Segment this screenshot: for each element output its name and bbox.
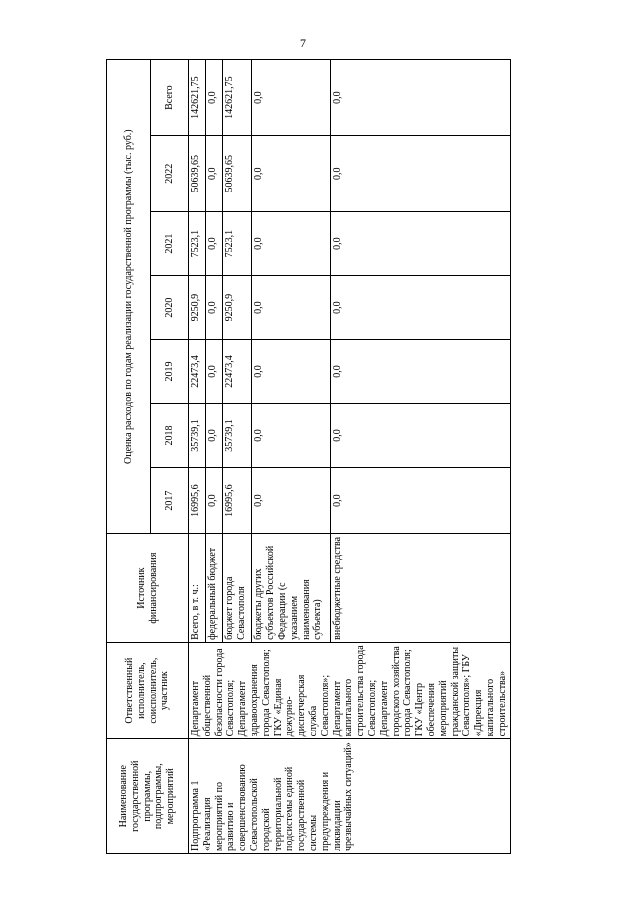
source-cell: бюджеты других субъектов Российской Федерации (с указанием наименования субъекта)	[252, 534, 330, 643]
value-cell: 7523,1	[189, 212, 206, 276]
value-cell: 0,0	[330, 212, 510, 276]
value-cell: 0,0	[330, 404, 510, 468]
rotated-table-wrapper	[106, 59, 511, 854]
value-cell: 50639,65	[189, 136, 206, 212]
value-cell: 0,0	[252, 136, 330, 212]
year-header: 2022	[151, 136, 189, 212]
total-header: Всего	[151, 60, 189, 136]
year-header: 2019	[151, 340, 189, 404]
page-number: 7	[300, 36, 306, 50]
value-cell: 0,0	[252, 276, 330, 340]
source-cell: федеральный бюджет	[205, 534, 222, 643]
value-cell: 0,0	[205, 340, 222, 404]
value-cell: 0,0	[205, 276, 222, 340]
header-source: Источник финансирования	[107, 534, 189, 643]
value-cell: 0,0	[205, 136, 222, 212]
value-cell: 16995,6	[189, 467, 206, 533]
value-cell: 35739,1	[189, 404, 206, 468]
value-cell: 50639,65	[222, 136, 252, 212]
year-header: 2017	[151, 467, 189, 533]
value-cell: 142621,75	[189, 60, 206, 136]
value-cell: 0,0	[252, 212, 330, 276]
value-cell: 0,0	[205, 467, 222, 533]
value-cell: 0,0	[330, 340, 510, 404]
value-cell: 0,0	[330, 276, 510, 340]
value-cell: 22473,4	[189, 340, 206, 404]
header-name: Наименование государственной программы, подпрограммы, мероприятий	[107, 739, 189, 854]
table-row	[189, 60, 206, 854]
value-cell: 9250,9	[189, 276, 206, 340]
program-name-cell: Подпрограмма 1 «Реализация мероприятий по развитию и совершенствованию Севастопольской городской территориальной подсистемы единой государственной системы предупреждения и ликвидации чрезвычайных ситуаций»	[189, 739, 511, 854]
budget-table	[106, 59, 511, 854]
value-cell: 35739,1	[222, 404, 252, 468]
year-header: 2021	[151, 212, 189, 276]
source-cell: внебюджетные средства	[330, 534, 510, 643]
value-cell: 0,0	[252, 60, 330, 136]
value-cell: 0,0	[252, 340, 330, 404]
value-cell: 0,0	[205, 404, 222, 468]
source-cell: Всего, в т. ч.:	[189, 534, 206, 643]
header-estimate: Оценка расходов по годам реализации государственной программы (тыс. руб.)	[107, 60, 151, 534]
value-cell: 22473,4	[222, 340, 252, 404]
value-cell: 0,0	[330, 136, 510, 212]
value-cell: 7523,1	[222, 212, 252, 276]
value-cell: 0,0	[330, 467, 510, 533]
value-cell: 0,0	[205, 60, 222, 136]
header-row-1	[107, 60, 151, 854]
value-cell: 142621,75	[222, 60, 252, 136]
value-cell: 16995,6	[222, 467, 252, 533]
source-cell: бюджет города Севастополя	[222, 534, 252, 643]
value-cell: 9250,9	[222, 276, 252, 340]
value-cell: 0,0	[205, 212, 222, 276]
value-cell: 0,0	[252, 404, 330, 468]
value-cell: 0,0	[330, 60, 510, 136]
year-header: 2018	[151, 404, 189, 468]
value-cell: 0,0	[252, 467, 330, 533]
year-header: 2020	[151, 276, 189, 340]
responsible-cell: Департамент общественной безопасности города Севастополя; Департамент здравоохранения города Севастополя; ГКУ «Единая дежурно-диспетчерская служба Севастополя»; Департамент капитального строительства города Севастополя; Департамент городского хозяйства города Севастополя; ГКУ «Центр обеспечения мероприятий гражданской защиты Севастополя»; ГБУ «Дирекция капитального строительства»	[189, 642, 511, 739]
header-responsible: Ответственный исполнитель, соисполнитель, участник	[107, 642, 189, 739]
